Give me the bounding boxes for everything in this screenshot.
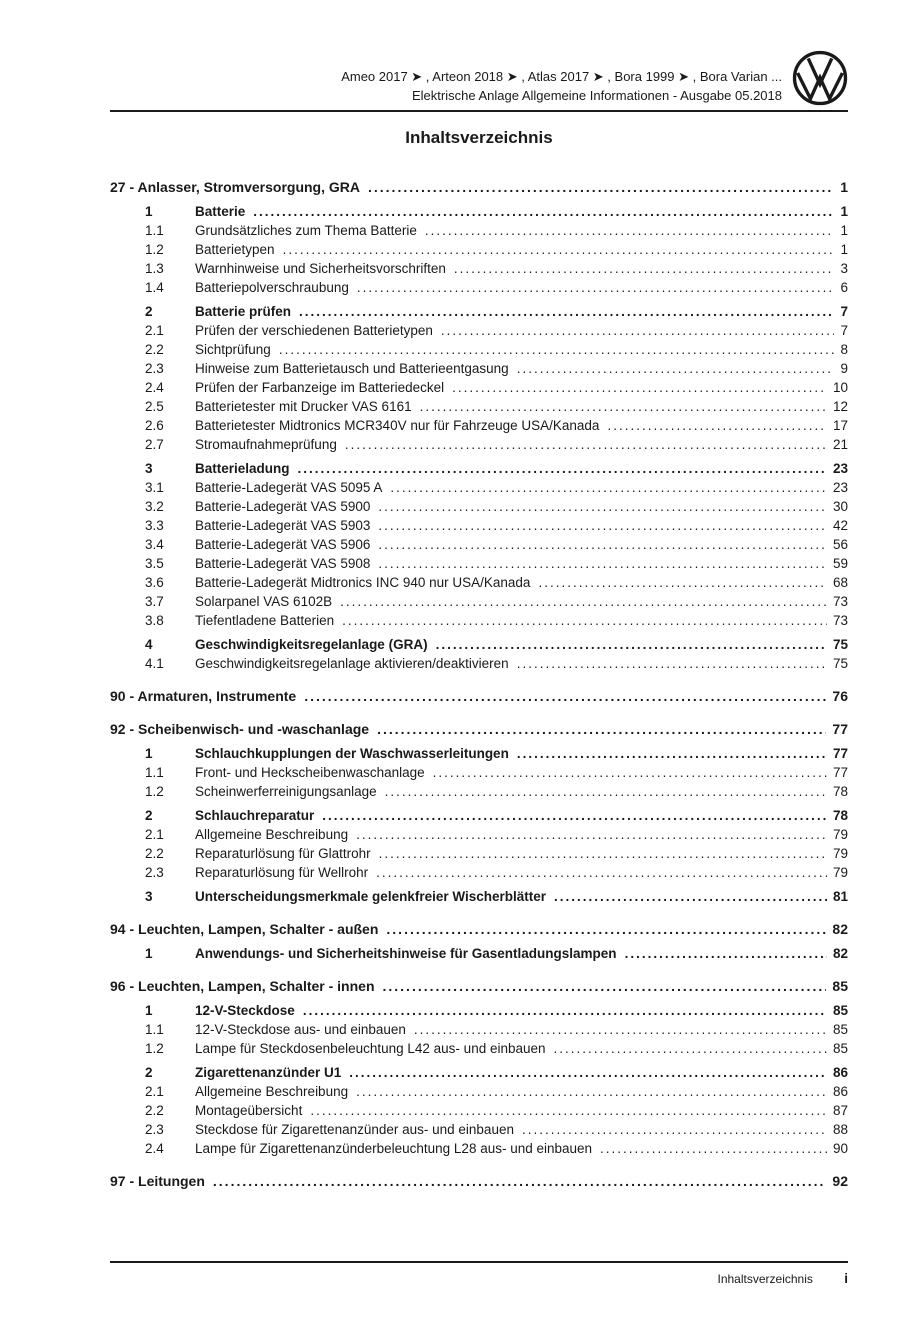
dot-leader <box>386 920 826 939</box>
toc-entry-page: 79 <box>832 846 848 861</box>
toc-chapter-entry[interactable] <box>110 977 848 996</box>
toc-entry-page: 75 <box>832 656 848 671</box>
toc-entry-page: 82 <box>832 921 848 937</box>
toc-entry-number: 2.3 <box>145 361 164 376</box>
page-title: Inhaltsverzeichnis <box>405 128 553 147</box>
toc-entry-page: 23 <box>832 480 848 495</box>
toc-entry-title: 92 - Scheibenwisch- und -waschanlage <box>110 721 370 737</box>
toc-entry-page: 76 <box>832 688 848 704</box>
dot-leader <box>600 1139 827 1158</box>
toc-entry-title: Batterie-Ladegerät VAS 5903 <box>195 518 371 533</box>
footer-page-number: i <box>844 1271 848 1286</box>
header-document-title: Elektrische Anlage Allgemeine Informationen - Ausgabe 05.2018 <box>411 88 782 103</box>
dot-leader <box>349 1063 827 1082</box>
toc-entry-title: Stromaufnahmeprüfung <box>195 437 337 452</box>
header-text-block <box>341 67 782 106</box>
footer-text-line <box>110 1271 848 1286</box>
dot-leader <box>517 359 835 378</box>
dot-leader <box>414 1020 827 1039</box>
toc-entry-title: 94 - Leuchten, Lampen, Schalter - außen <box>110 921 379 937</box>
toc-entry-page: 21 <box>832 437 848 452</box>
toc-entry-page: 75 <box>832 637 848 652</box>
dot-leader <box>310 1101 827 1120</box>
toc-entry-page: 79 <box>832 865 848 880</box>
toc-entry-title: Lampe für Steckdosenbeleuchtung L42 aus- und einbauen <box>195 1041 546 1056</box>
toc-subsection-entry[interactable] <box>110 240 848 259</box>
toc-entry-number: 3.2 <box>145 499 164 514</box>
toc-section-entry[interactable] <box>110 944 848 963</box>
dot-leader <box>425 221 835 240</box>
document-page <box>0 50 910 1286</box>
dot-leader <box>378 554 827 573</box>
toc-subsection-entry[interactable] <box>110 573 848 592</box>
toc-entry-page: 1 <box>840 242 848 257</box>
toc-entry-page: 1 <box>840 223 848 238</box>
toc-subsection-entry[interactable] <box>110 378 848 397</box>
toc-entry-number: 3.4 <box>145 537 164 552</box>
toc-subsection-entry[interactable] <box>110 1139 848 1158</box>
toc-entry-number: 2.7 <box>145 437 164 452</box>
toc-entry-title: Batterietypen <box>195 242 275 257</box>
toc-entry-number: 2.3 <box>145 1122 164 1137</box>
toc-entry-number: 1 <box>145 204 153 219</box>
toc-section-entry[interactable] <box>110 1001 848 1020</box>
toc-entry-page: 7 <box>840 304 848 319</box>
toc-entry-title: Front- und Heckscheibenwaschanlage <box>195 765 425 780</box>
toc-chapter-entry[interactable] <box>110 720 848 739</box>
toc-entry-page: 23 <box>832 461 848 476</box>
toc-subsection-entry[interactable] <box>110 359 848 378</box>
toc-list <box>110 178 848 1191</box>
dot-leader <box>342 611 827 630</box>
toc-entry-number: 1.1 <box>145 1022 164 1037</box>
toc-entry-title: Batterie-Ladegerät VAS 5900 <box>195 499 371 514</box>
toc-entry-page: 85 <box>832 978 848 994</box>
toc-entry-number: 2.3 <box>145 865 164 880</box>
toc-entry-page: 77 <box>832 765 848 780</box>
toc-entry-page: 1 <box>840 179 848 195</box>
toc-section-entry[interactable] <box>110 744 848 763</box>
header-model-list: Ameo 2017 ➤ , Arteon 2018 ➤ , Atlas 2017 ➤ , Bora 1999 ➤ , Bora Varian ... <box>341 69 782 84</box>
toc-section-entry[interactable] <box>110 806 848 825</box>
toc-entry-title: 97 - Leitungen <box>110 1173 205 1189</box>
toc-subsection-entry[interactable] <box>110 782 848 801</box>
dot-leader <box>283 240 835 259</box>
toc-chapter-entry[interactable] <box>110 178 848 197</box>
dot-leader <box>625 944 827 963</box>
toc-subsection-entry[interactable] <box>110 435 848 454</box>
dot-leader <box>607 416 827 435</box>
toc-entry-page: 78 <box>832 808 848 823</box>
toc-entry-page: 87 <box>832 1103 848 1118</box>
dot-leader <box>436 635 827 654</box>
toc-entry-page: 88 <box>832 1122 848 1137</box>
dot-leader <box>433 763 827 782</box>
toc-entry-title: 96 - Leuchten, Lampen, Schalter - innen <box>110 978 375 994</box>
toc-section-entry[interactable] <box>110 302 848 321</box>
toc-entry-number: 2.4 <box>145 380 164 395</box>
toc-entry-page: 8 <box>840 342 848 357</box>
toc-section-entry[interactable] <box>110 459 848 478</box>
dot-leader <box>279 340 835 359</box>
toc-entry-title: Allgemeine Beschreibung <box>195 1084 349 1099</box>
toc-entry-title: 12-V-Steckdose aus- und einbauen <box>195 1022 406 1037</box>
dot-leader <box>299 302 834 321</box>
toc-entry-number: 2.1 <box>145 323 164 338</box>
toc-entry-title: Scheinwerferreinigungsanlage <box>195 784 377 799</box>
header-divider <box>110 110 848 112</box>
toc-subsection-entry[interactable] <box>110 397 848 416</box>
toc-entry-number: 1.2 <box>145 1041 164 1056</box>
toc-entry-number: 1.1 <box>145 765 164 780</box>
dot-leader <box>345 435 827 454</box>
dot-leader <box>379 844 827 863</box>
dot-leader <box>340 592 827 611</box>
toc-entry-title: Batterie-Ladegerät VAS 5906 <box>195 537 371 552</box>
toc-entry-number: 2.1 <box>145 1084 164 1099</box>
toc-entry-number: 1.3 <box>145 261 164 276</box>
toc-subsection-entry[interactable] <box>110 497 848 516</box>
toc-subsection-entry[interactable] <box>110 259 848 278</box>
toc-entry-page: 1 <box>840 204 848 219</box>
toc-section-entry[interactable] <box>110 635 848 654</box>
toc-entry-page: 85 <box>832 1041 848 1056</box>
dot-leader <box>298 459 827 478</box>
dot-leader <box>368 178 834 197</box>
toc-entry-page: 85 <box>832 1022 848 1037</box>
toc-entry-number: 3.5 <box>145 556 164 571</box>
dot-leader <box>517 744 827 763</box>
dot-leader <box>554 887 827 906</box>
toc-chapter-entry[interactable] <box>110 1172 848 1191</box>
dot-leader <box>378 497 827 516</box>
toc-entry-title: Grundsätzliches zum Thema Batterie <box>195 223 417 238</box>
toc-entry-title: Reparaturlösung für Glattrohr <box>195 846 371 861</box>
toc-entry-page: 42 <box>832 518 848 533</box>
toc-entry-title: Warnhinweise und Sicherheitsvorschriften <box>195 261 446 276</box>
dot-leader <box>522 1120 827 1139</box>
toc-entry-number: 3.8 <box>145 613 164 628</box>
toc-entry-title: 90 - Armaturen, Instrumente <box>110 688 297 704</box>
dot-leader <box>213 1172 827 1191</box>
toc-entry-number: 4.1 <box>145 656 164 671</box>
dot-leader <box>538 573 827 592</box>
toc-entry-title: 27 - Anlasser, Stromversorgung, GRA <box>110 179 360 195</box>
dot-leader <box>454 259 835 278</box>
toc-entry-number: 2.6 <box>145 418 164 433</box>
toc-entry-number: 1 <box>145 1003 153 1018</box>
toc-entry-title: Unterscheidungsmerkmale gelenkfreier Wischerblätter <box>195 889 547 904</box>
toc-subsection-entry[interactable] <box>110 340 848 359</box>
toc-entry-number: 2.2 <box>145 846 164 861</box>
toc-section-entry[interactable] <box>110 202 848 221</box>
toc-entry-number: 3.1 <box>145 480 164 495</box>
toc-entry-title: Batterietester mit Drucker VAS 6161 <box>195 399 412 414</box>
toc-entry-title: Montageübersicht <box>195 1103 303 1118</box>
toc-entry-page: 12 <box>832 399 848 414</box>
toc-subsection-entry[interactable] <box>110 554 848 573</box>
toc-entry-number: 2.4 <box>145 1141 164 1156</box>
toc-entry-page: 59 <box>832 556 848 571</box>
toc-entry-title: Batterietester Midtronics MCR340V nur für Fahrzeuge USA/Kanada <box>195 418 600 433</box>
dot-leader <box>378 535 827 554</box>
page-footer <box>110 1261 848 1286</box>
dot-leader <box>377 720 826 739</box>
toc-subsection-entry[interactable] <box>110 1101 848 1120</box>
dot-leader <box>376 863 827 882</box>
toc-entry-page: 56 <box>832 537 848 552</box>
toc-entry-title: Tiefentladene Batterien <box>195 613 335 628</box>
toc-entry-title: Batterie-Ladegerät VAS 5908 <box>195 556 371 571</box>
toc-entry-number: 1 <box>145 946 153 961</box>
toc-entry-page: 3 <box>840 261 848 276</box>
toc-entry-page: 17 <box>832 418 848 433</box>
toc-entry-number: 3.3 <box>145 518 164 533</box>
dot-leader <box>304 687 826 706</box>
toc-subsection-entry[interactable] <box>110 863 848 882</box>
toc-entry-title: Prüfen der Farbanzeige im Batteriedeckel <box>195 380 445 395</box>
toc-subsection-entry[interactable] <box>110 825 848 844</box>
toc-entry-title: Batterie-Ladegerät Midtronics INC 940 nur USA/Kanada <box>195 575 531 590</box>
toc-entry-number: 2 <box>145 304 153 319</box>
dot-leader <box>441 321 835 340</box>
toc-entry-title: Allgemeine Beschreibung <box>195 827 349 842</box>
toc-entry-page: 79 <box>832 827 848 842</box>
toc-entry-title: Reparaturlösung für Wellrohr <box>195 865 369 880</box>
dot-leader <box>356 1082 827 1101</box>
toc-entry-title: Geschwindigkeitsregelanlage aktivieren/deaktivieren <box>195 656 509 671</box>
dot-leader <box>517 654 827 673</box>
toc-entry-page: 78 <box>832 784 848 799</box>
toc-subsection-entry[interactable] <box>110 1120 848 1139</box>
toc-subsection-entry[interactable] <box>110 763 848 782</box>
toc-entry-page: 92 <box>832 1173 848 1189</box>
toc-entry-number: 1.2 <box>145 242 164 257</box>
toc-entry-number: 1.4 <box>145 280 164 295</box>
toc-entry-number: 2.2 <box>145 1103 164 1118</box>
toc-entry-page: 90 <box>832 1141 848 1156</box>
toc-subsection-entry[interactable] <box>110 844 848 863</box>
toc-entry-number: 3 <box>145 461 153 476</box>
toc-subsection-entry[interactable] <box>110 321 848 340</box>
toc-entry-title: Batterie prüfen <box>195 304 292 319</box>
toc-entry-page: 85 <box>832 1003 848 1018</box>
toc-section-entry[interactable] <box>110 1063 848 1082</box>
toc-entry-number: 3.7 <box>145 594 164 609</box>
toc-entry-title: Schlauchreparatur <box>195 808 315 823</box>
toc-entry-title: Steckdose für Zigarettenanzünder aus- und einbauen <box>195 1122 514 1137</box>
dot-leader <box>390 478 827 497</box>
toc-subsection-entry[interactable] <box>110 1020 848 1039</box>
toc-entry-page: 86 <box>832 1065 848 1080</box>
toc-entry-number: 1 <box>145 746 153 761</box>
toc-entry-number: 2.2 <box>145 342 164 357</box>
toc-entry-page: 9 <box>840 361 848 376</box>
toc-entry-page: 77 <box>832 746 848 761</box>
toc-entry-title: Anwendungs- und Sicherheitshinweise für Gasentladungslampen <box>195 946 617 961</box>
toc-subsection-entry[interactable] <box>110 221 848 240</box>
toc-entry-title: Schlauchkupplungen der Waschwasserleitungen <box>195 746 509 761</box>
toc-entry-page: 73 <box>832 613 848 628</box>
toc-entry-number: 3.6 <box>145 575 164 590</box>
toc-entry-title: Batterie <box>195 204 246 219</box>
toc-entry-number: 1.2 <box>145 784 164 799</box>
toc-entry-number: 4 <box>145 637 153 652</box>
toc-entry-title: Hinweise zum Batterietausch und Batterieentgasung <box>195 361 509 376</box>
toc-subsection-entry[interactable] <box>110 416 848 435</box>
toc-subsection-entry[interactable] <box>110 478 848 497</box>
dot-leader <box>378 516 827 535</box>
toc-entry-number: 2 <box>145 808 153 823</box>
toc-entry-page: 30 <box>832 499 848 514</box>
vw-logo-icon <box>792 50 848 106</box>
toc-entry-title: Batterieladung <box>195 461 290 476</box>
dot-leader <box>357 278 835 297</box>
toc-entry-title: Solarpanel VAS 6102B <box>195 594 333 609</box>
toc-entry-number: 2.1 <box>145 827 164 842</box>
toc-chapter-entry[interactable] <box>110 687 848 706</box>
toc-subsection-entry[interactable] <box>110 278 848 297</box>
toc-subsection-entry[interactable] <box>110 592 848 611</box>
dot-leader <box>420 397 827 416</box>
toc-entry-page: 10 <box>832 380 848 395</box>
toc-entry-page: 7 <box>840 323 848 338</box>
toc-entry-number: 3 <box>145 889 153 904</box>
toc-entry-page: 6 <box>840 280 848 295</box>
toc-subsection-entry[interactable] <box>110 516 848 535</box>
dot-leader <box>253 202 834 221</box>
toc-section-entry[interactable] <box>110 887 848 906</box>
toc-entry-title: Prüfen der verschiedenen Batterietypen <box>195 323 433 338</box>
toc-entry-title: Batteriepolverschraubung <box>195 280 349 295</box>
toc-entry-number: 2 <box>145 1065 153 1080</box>
toc-entry-title: Sichtprüfung <box>195 342 271 357</box>
toc-entry-title: Zigarettenanzünder U1 <box>195 1065 342 1080</box>
toc-entry-page: 81 <box>832 889 848 904</box>
toc-entry-number: 2.5 <box>145 399 164 414</box>
toc-entry-page: 73 <box>832 594 848 609</box>
footer-section-label: Inhaltsverzeichnis <box>717 1272 813 1286</box>
dot-leader <box>356 825 827 844</box>
toc-entry-title: Batterie-Ladegerät VAS 5095 A <box>195 480 383 495</box>
toc-subsection-entry[interactable] <box>110 1039 848 1058</box>
toc-subsection-entry[interactable] <box>110 1082 848 1101</box>
dot-leader <box>452 378 827 397</box>
dot-leader <box>554 1039 827 1058</box>
toc-subsection-entry[interactable] <box>110 654 848 673</box>
toc-entry-page: 77 <box>832 721 848 737</box>
toc-entry-page: 86 <box>832 1084 848 1099</box>
toc-entry-title: Geschwindigkeitsregelanlage (GRA) <box>195 637 428 652</box>
footer-divider <box>110 1261 848 1263</box>
toc-entry-page: 82 <box>832 946 848 961</box>
dot-leader <box>383 977 827 996</box>
toc-entry-title: Lampe für Zigarettenanzünderbeleuchtung L28 aus- und einbauen <box>195 1141 593 1156</box>
toc-entry-title: 12-V-Steckdose <box>195 1003 295 1018</box>
toc-subsection-entry[interactable] <box>110 611 848 630</box>
toc-entry-number: 1.1 <box>145 223 164 238</box>
toc-entry-page: 68 <box>832 575 848 590</box>
dot-leader <box>303 1001 827 1020</box>
toc-chapter-entry[interactable] <box>110 920 848 939</box>
dot-leader <box>385 782 827 801</box>
page-header <box>110 50 848 106</box>
toc-subsection-entry[interactable] <box>110 535 848 554</box>
dot-leader <box>322 806 827 825</box>
